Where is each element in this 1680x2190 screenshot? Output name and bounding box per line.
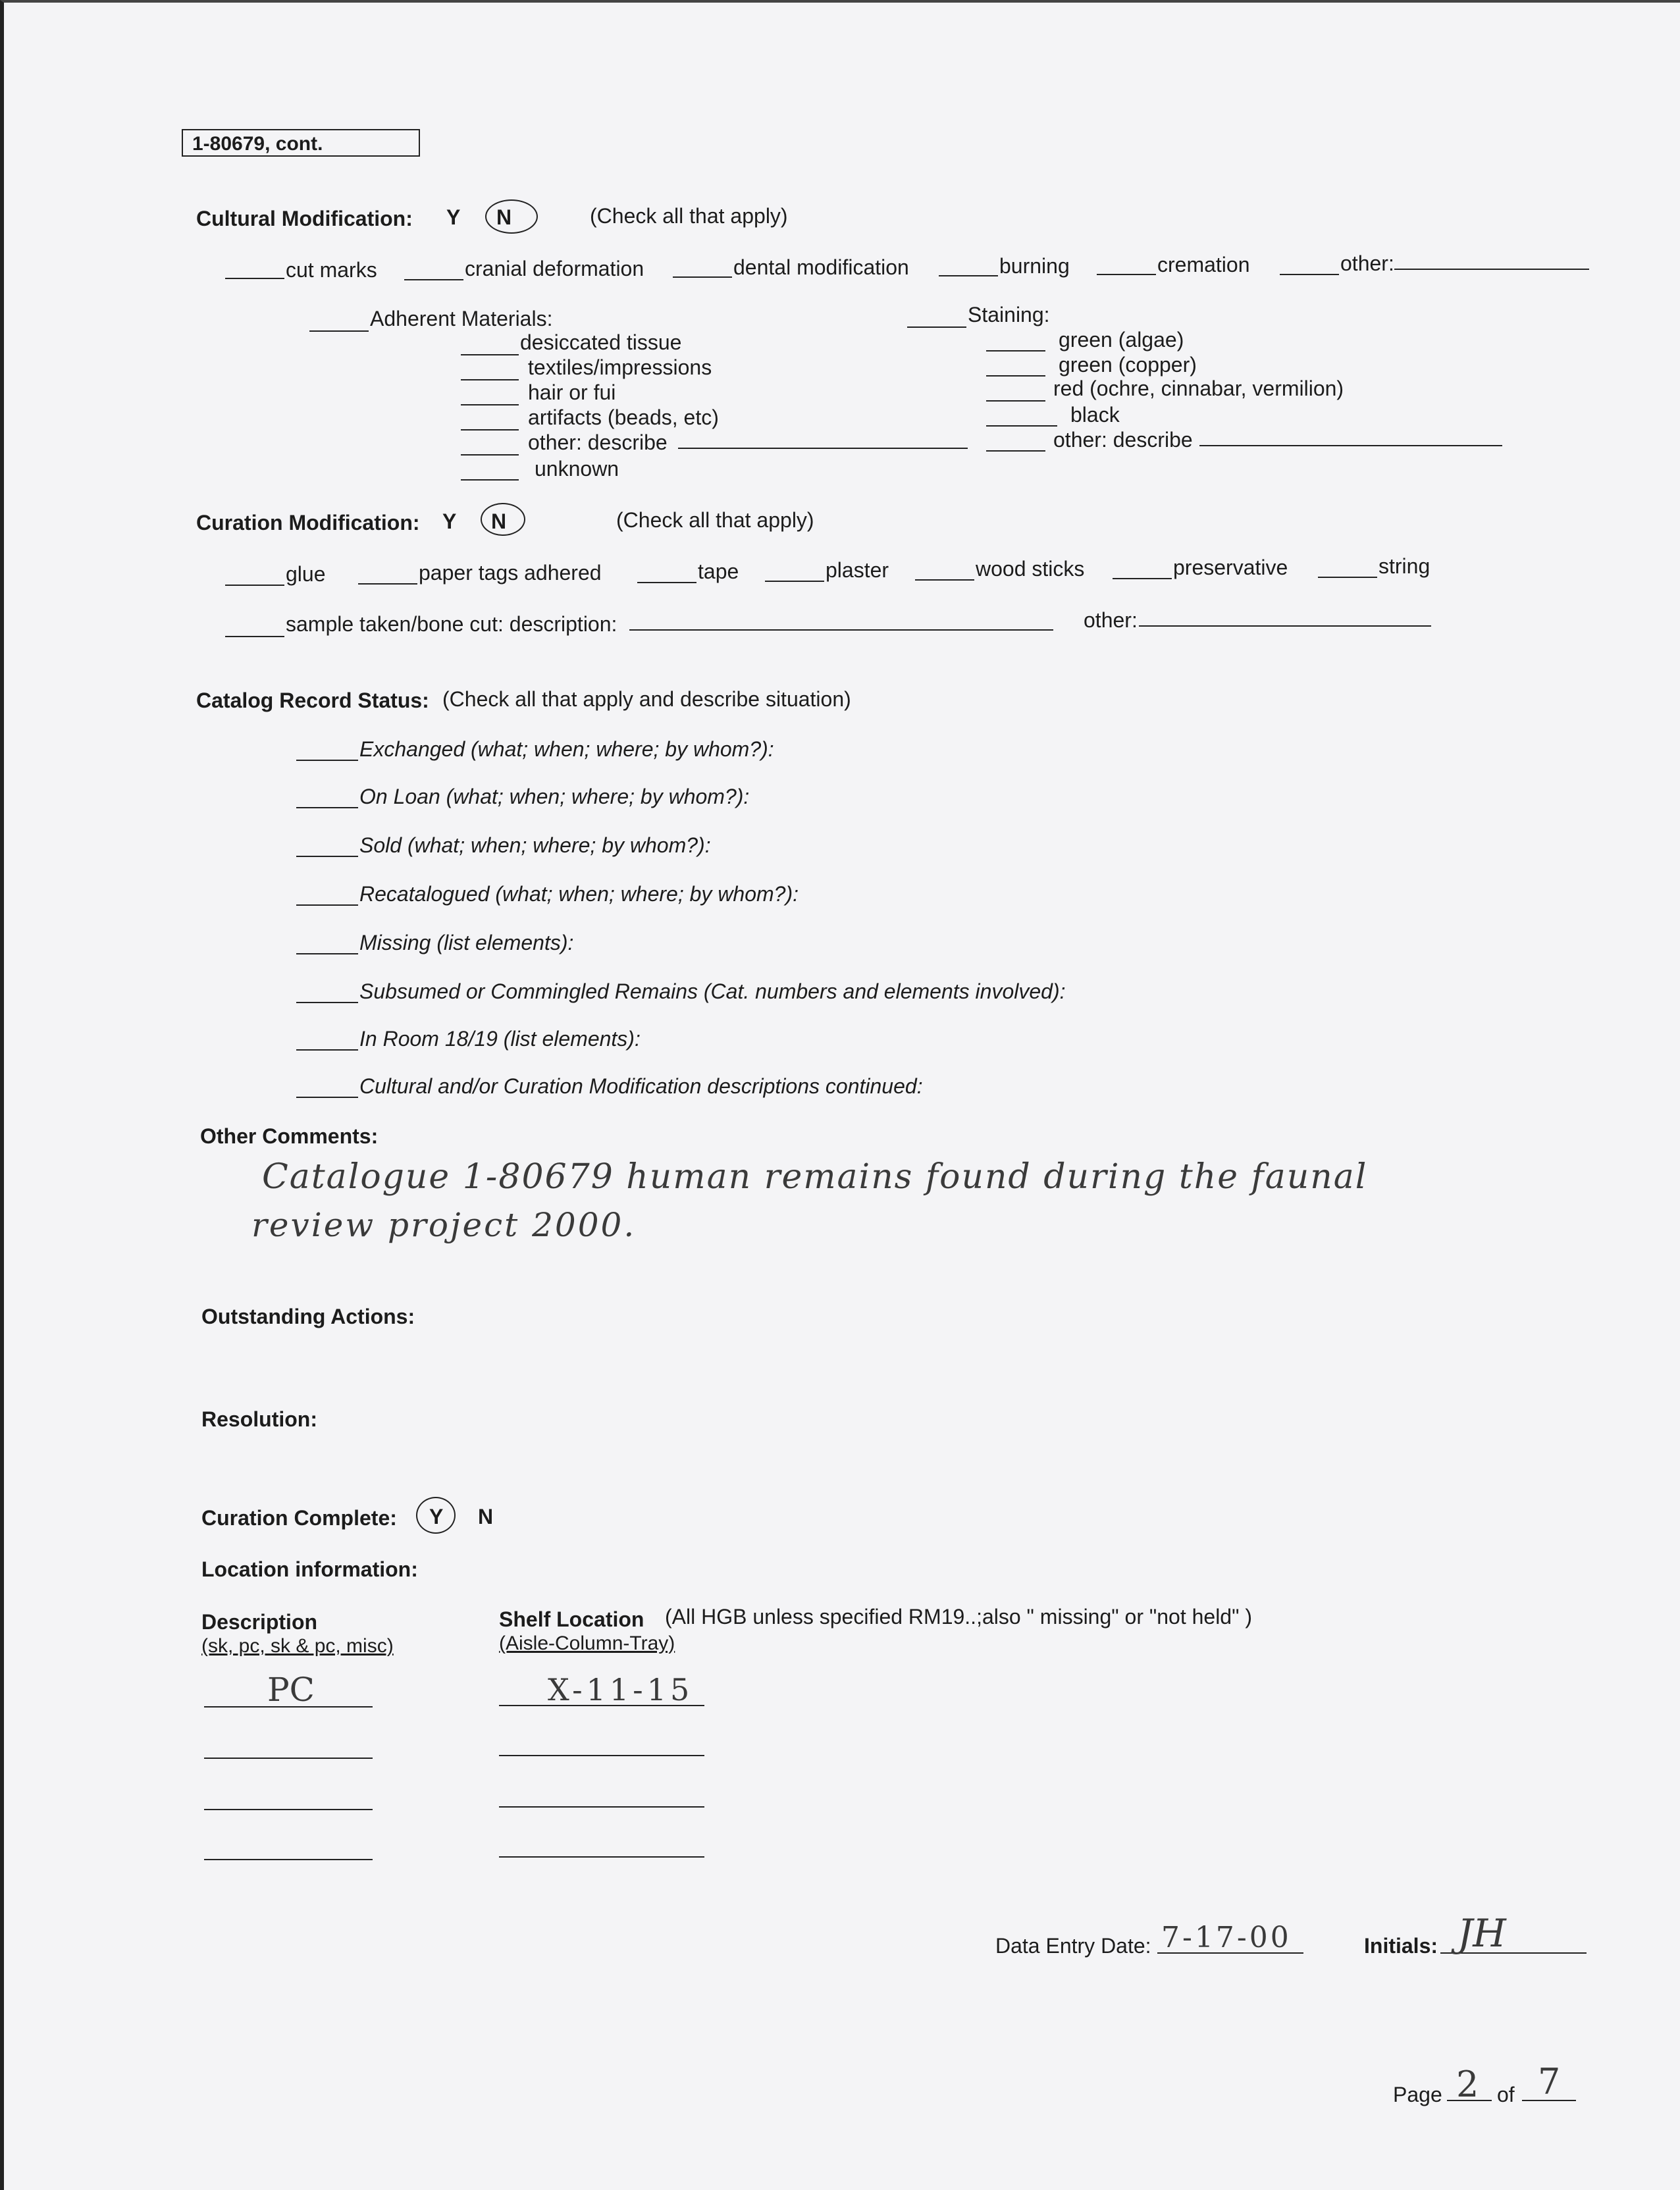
adherent-item: hair or fui: [528, 380, 616, 404]
cultural-opt-cremation: cremation: [1157, 253, 1250, 276]
curation-opt: wood sticks: [976, 557, 1085, 581]
catalog-item: In Room 18/19 (list elements):: [359, 1027, 641, 1051]
catalog-item: Cultural and/or Curation Modification descriptions continued:: [359, 1074, 923, 1098]
catalog-item: On Loan (what; when; where; by whom?):: [359, 785, 750, 808]
outstanding-title: Outstanding Actions:: [201, 1305, 415, 1328]
shelf-line: [499, 1755, 704, 1756]
staining-item: red (ochre, cinnabar, vermilion): [1053, 377, 1344, 400]
desc-line: [204, 1758, 373, 1759]
adherent-item: other: describe: [528, 430, 668, 454]
cultural-opt-cut-marks: cut marks: [286, 258, 377, 282]
resolution-title: Resolution:: [201, 1407, 317, 1431]
adherent-item: unknown: [535, 457, 619, 481]
curation-opt: paper tags adhered: [419, 561, 602, 585]
page-label: Page: [1393, 2083, 1442, 2106]
shelf-line: [499, 1856, 704, 1858]
curation-n: N: [491, 509, 507, 533]
catalog-item: Recatalogued (what; when; where; by whom?):: [359, 882, 799, 906]
cultural-y: Y: [446, 205, 461, 229]
page-number: 2: [1456, 2064, 1479, 2105]
desc-line: [204, 1859, 373, 1860]
curation-opt: glue: [286, 562, 326, 586]
cultural-title: Cultural Modification:: [196, 207, 413, 230]
catalog-item: Sold (what; when; where; by whom?):: [359, 833, 711, 857]
catalog-item: Exchanged (what; when; where; by whom?):: [359, 737, 774, 761]
curation-title: Curation Modification:: [196, 511, 420, 534]
date-label: Data Entry Date:: [995, 1934, 1151, 1958]
record-label-box: [182, 129, 420, 157]
initials-label: Initials:: [1364, 1934, 1438, 1958]
comments-title: Other Comments:: [200, 1124, 379, 1148]
cultural-check-note: (Check all that apply): [590, 204, 788, 228]
adherent-item: textiles/impressions: [528, 355, 712, 379]
staining-item: green (algae): [1059, 328, 1184, 352]
shelf-subheader: (Aisle-Column-Tray): [499, 1632, 675, 1654]
cultural-opt-dental: dental modification: [733, 255, 909, 279]
location-desc-value: PC: [267, 1671, 315, 1709]
desc-header: Description: [201, 1610, 318, 1634]
comments-handwriting-line2: review project 2000.: [251, 1206, 637, 1244]
catalog-item: Missing (list elements):: [359, 931, 574, 954]
staining-title: Staining:: [968, 303, 1050, 326]
staining-item: other: describe: [1053, 428, 1193, 452]
adherent-item: artifacts (beads, etc): [528, 405, 719, 429]
staining-item: green (copper): [1059, 353, 1197, 377]
cultural-n: N: [496, 205, 512, 229]
curation-opt: preservative: [1173, 556, 1288, 579]
cultural-opt-cranial: cranial deformation: [465, 257, 644, 280]
cultural-opt-burning: burning: [999, 254, 1070, 278]
curation-check-note: (Check all that apply): [616, 508, 814, 532]
of-label: of: [1497, 2083, 1515, 2106]
catalog-title: Catalog Record Status:: [196, 689, 429, 712]
record-label: 1-80679, cont.: [192, 133, 323, 155]
cultural-opt-other: other:: [1340, 251, 1394, 275]
curation-opt: tape: [698, 560, 739, 583]
page-total: 7: [1538, 2061, 1561, 2102]
complete-title: Curation Complete:: [201, 1506, 397, 1530]
curation-y: Y: [442, 509, 457, 533]
curation-other: other:: [1084, 608, 1138, 632]
curation-opt: plaster: [826, 558, 889, 582]
desc-line: [204, 1809, 373, 1810]
initials-value: JH: [1457, 1911, 1506, 1956]
desc-subheader: (sk, pc, sk & pc, misc): [201, 1635, 394, 1657]
staining-item: black: [1070, 403, 1120, 427]
complete-y: Y: [429, 1505, 444, 1528]
location-shelf-value: X-11-15: [548, 1672, 694, 1708]
shelf-header: Shelf Location: [499, 1607, 644, 1631]
shelf-line: [499, 1806, 704, 1808]
catalog-item: Subsumed or Commingled Remains (Cat. numbers and elements involved):: [359, 979, 1066, 1003]
complete-n: N: [478, 1505, 494, 1528]
date-value: 7-17-00: [1161, 1921, 1292, 1954]
curation-sample: sample taken/bone cut: description:: [286, 612, 617, 636]
shelf-note: (All HGB unless specified RM19..;also " missing" or "not held" ): [665, 1605, 1252, 1629]
comments-handwriting-line1: Catalogue 1-80679 human remains found during the faunal: [262, 1157, 1368, 1197]
catalog-note: (Check all that apply and describe situation): [442, 687, 851, 711]
location-title: Location information:: [201, 1557, 418, 1581]
adherent-title: Adherent Materials:: [370, 307, 553, 330]
adherent-item: desiccated tissue: [520, 330, 682, 354]
curation-opt: string: [1378, 554, 1431, 578]
